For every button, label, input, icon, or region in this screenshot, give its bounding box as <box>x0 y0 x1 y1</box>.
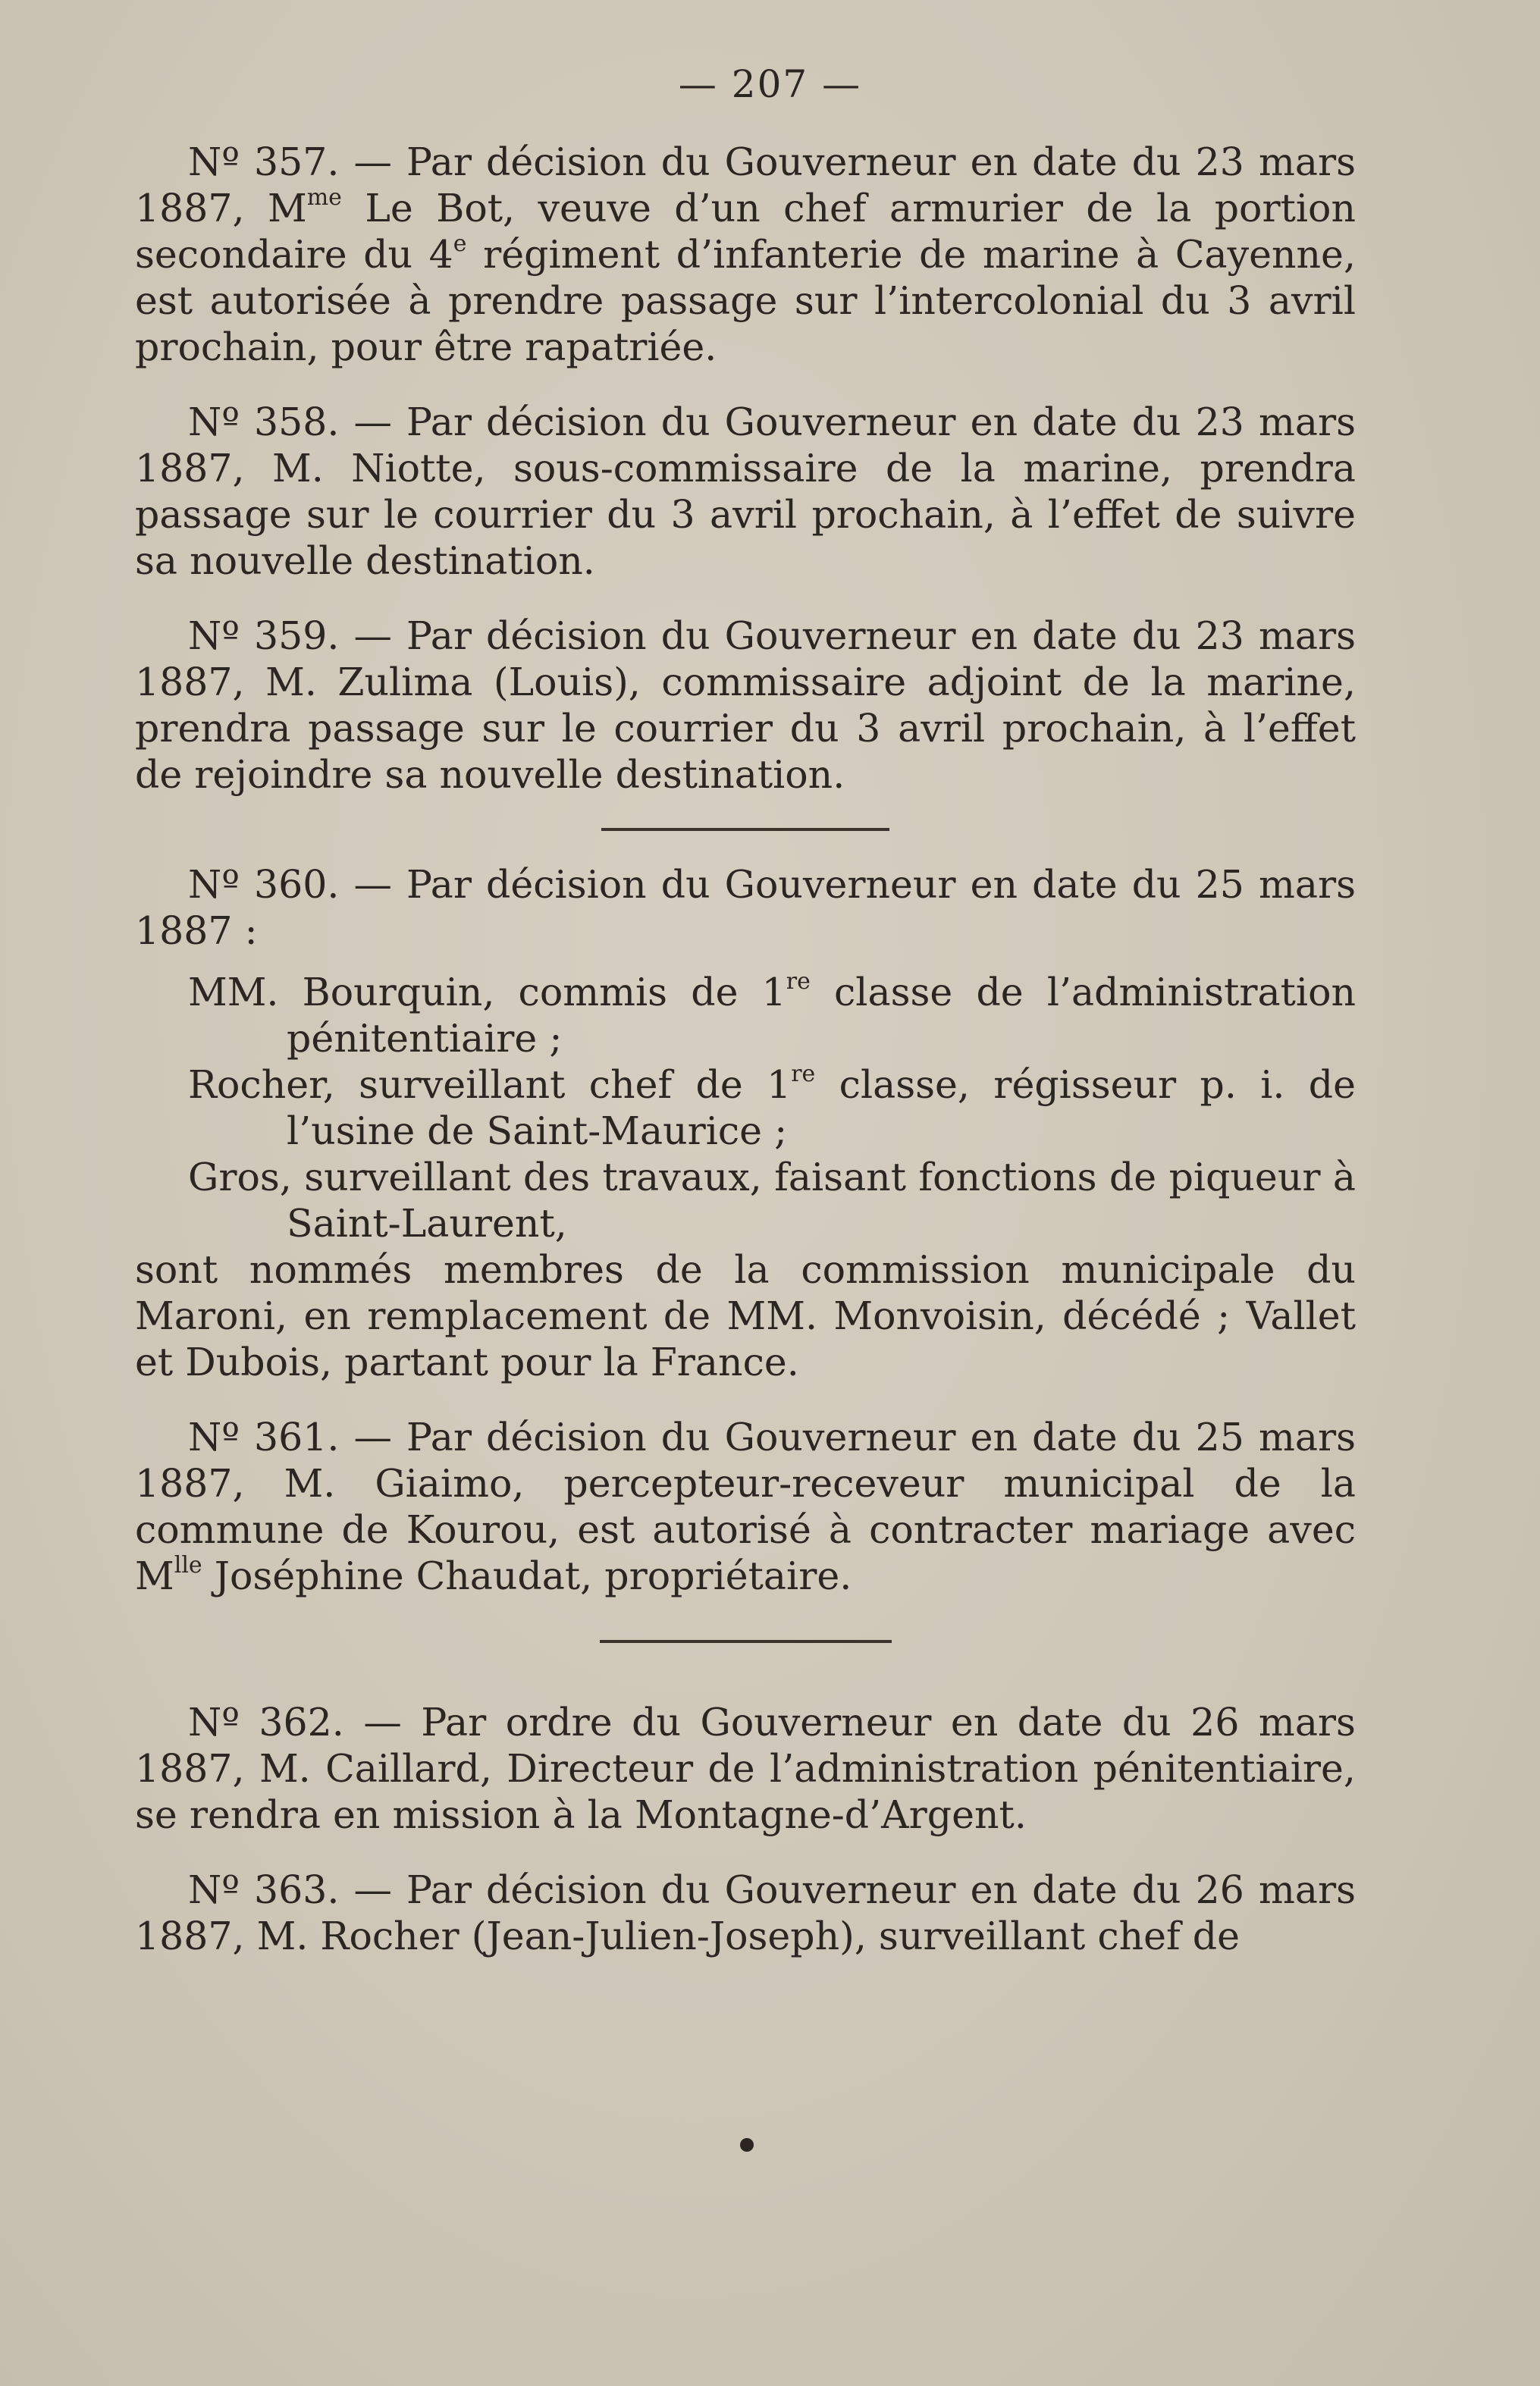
entry-number: Nº 360. <box>188 862 340 907</box>
superscript: me <box>306 184 342 211</box>
entry-text: — Par décision du Gouverneur en date du 25 mars 1887, M. Giaimo, percepteur-receveur municipal de la commune de Kourou, est autorisé à contracter mariage avec M <box>135 1415 1356 1598</box>
entry-number: Nº 359. <box>188 613 340 658</box>
superscript: lle <box>174 1552 202 1579</box>
page-number: — 207 — <box>678 62 862 106</box>
entry-text: — Par ordre du Gouverneur en date du 26 mars 1887, M. Caillard, Directeur de l’administration pénitentiaire, se rendra en mission à la Montagne-d’Argent. <box>135 1700 1356 1837</box>
entry-number: Nº 363. <box>188 1867 340 1912</box>
entry-text: — Par décision du Gouverneur en date du 23 mars 1887, M. Zulima (Louis), commissaire adjoint de la marine, prendra passage sur le courrier du 3 avril prochain, à l’effet de rejoindre sa nouvelle destination. <box>135 613 1356 797</box>
list-item <box>135 969 1356 1061</box>
entry-text: — Par décision du Gouverneur en date du 23 mars 1887, M <box>135 140 1356 230</box>
entry-text: — Par décision du Gouverneur en date du 23 mars 1887, M. Niotte, sous-commissaire de la marine, prendra passage sur le courrier du 3 avril prochain, à l’effet de suivre sa nouvelle destination. <box>135 400 1356 583</box>
entry-359 <box>135 613 1356 798</box>
entry-text: Le Bot, veuve d’un chef armurier de la portion secondaire du 4 <box>135 186 1356 277</box>
superscript: e <box>453 230 467 257</box>
entry-number: Nº 362. <box>188 1700 344 1745</box>
superscript: re <box>791 1061 816 1087</box>
section-divider <box>600 1640 892 1643</box>
appointee-list <box>135 969 1356 1246</box>
entry-363 <box>135 1867 1356 1959</box>
list-item-text: MM. Bourquin, commis de 1 <box>188 970 786 1014</box>
list-item <box>135 1061 1356 1154</box>
entry-number: Nº 361. <box>188 1415 340 1460</box>
entry-text: — Par décision du Gouverneur en date du 25 mars 1887 : <box>135 862 1356 953</box>
superscript: re <box>786 968 811 995</box>
entry-text: régiment d’infanterie de marine à Cayenne, est autorisée à prendre passage sur l’intercolonial du 3 avril prochain, pour être rapatriée. <box>135 232 1356 369</box>
entry-357 <box>135 139 1356 370</box>
entry-number: Nº 357. <box>188 140 340 184</box>
entry-358 <box>135 399 1356 584</box>
entry-362 <box>135 1699 1356 1838</box>
entry-text: Joséphine Chaudat, propriétaire. <box>202 1554 852 1598</box>
list-item-text: classe, régisseur p. i. de l’usine de Saint-Maurice ; <box>287 1062 1356 1153</box>
entry-360 <box>135 861 1356 954</box>
entry-number: Nº 358. <box>188 400 340 444</box>
section-divider <box>601 828 889 831</box>
list-item: Gros, surveillant des travaux, faisant fonctions de piqueur à Saint-Laurent, <box>188 1155 1356 1246</box>
ink-dot <box>740 2138 754 2152</box>
text-column <box>135 139 1356 1959</box>
list-item-text: classe de l’administration pénitentiaire ; <box>287 970 1356 1061</box>
entry-text: — Par décision du Gouverneur en date du 26 mars 1887, M. Rocher (Jean-Julien-Joseph), surveillant chef de <box>135 1867 1356 1958</box>
entry-361 <box>135 1414 1356 1599</box>
entry-360-conclusion: sont nommés membres de la commission municipale du Maroni, en remplacement de MM. Monvoisin, décédé ; Vallet et Dubois, partant pour la France. <box>135 1247 1356 1384</box>
list-item-text: Rocher, surveillant chef de 1 <box>188 1062 792 1107</box>
